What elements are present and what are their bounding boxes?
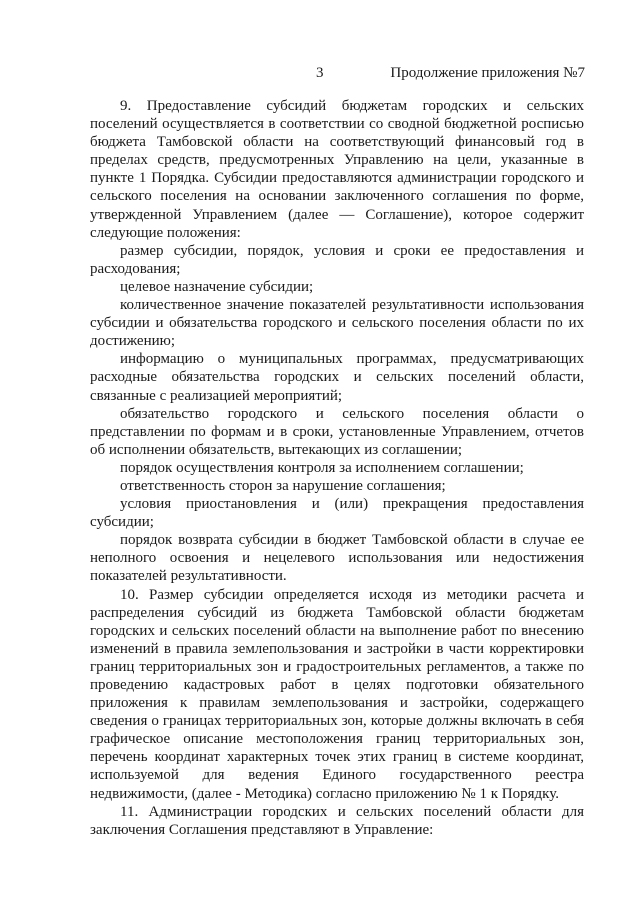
list-item: информацию о муниципальных программах, предусматривающих расходные обязательства городских и сельских поселений области, связанные с реализацией мероприятий; — [90, 351, 584, 404]
list-item: условия приостановления и (или) прекращения предоставления субсидии; — [90, 496, 584, 531]
list-item: размер субсидии, порядок, условия и сроки ее предоставления и расходования; — [90, 242, 584, 277]
paragraph-9: 9. Предоставление субсидий бюджетам городских и сельских поселений осуществляется в соответствии со сводной бюджетной росписью бюджета Тамбовской области на соответствующий финансовый год в пределах средств, предусмотренных Управлению на цели, указанные в пункте 1 Порядка. Субсидии предоставляются администрации городского и сельского поселения на основании заключенного соглашения по форме, утвержденной Управлением (далее — Соглашение), которое содержит следующие положения: — [90, 98, 584, 241]
list-item: количественное значение показателей результативности использования субсидии и обязательства городского и сельского поселения области по их достижению; — [90, 297, 584, 350]
continuation-header: Продолжение приложения №7 — [390, 65, 585, 81]
list-item: порядок осуществления контроля за исполнением соглашении; — [120, 459, 524, 476]
list-item: целевое назначение субсидии; — [120, 278, 314, 295]
list-item: обязательство городского и сельского поселения области о представлении по формам и в сроки, установленные Управлением, отчетов об исполнении обязательств, вытекающих из соглашении; — [90, 405, 584, 458]
document-body — [90, 97, 584, 839]
list-item: порядок возврата субсидии в бюджет Тамбовской области в случае ее неполного освоения и нецелевого использования или недостижения показателей результативности. — [90, 532, 584, 585]
paragraph-10: 10. Размер субсидии определяется исходя из методики расчета и распределения субсидий из бюджета Тамбовской области бюджетам городских и сельских поселений области на выполнение работ по внесению изменений в правила землепользования и застройки в части корректировки границ территориальных зон и градостроительных регламентов, а также по проведению кадастровых работ в целях подготовки обязательного приложения к правилам землепользования и застройки, содержащего сведения о границах территориальных зон, которые должны включать в себя графическое описание местоположения границ территориальных зон, перечень координат характерных точек этих границ в системе координат, используемой для ведения Единого государственного реестра недвижимости, (далее - Методика) согласно приложению № 1 к Порядку. — [90, 586, 584, 802]
page-number: 3 — [316, 65, 324, 81]
list-item: ответственность сторон за нарушение соглашения; — [120, 477, 446, 494]
paragraph-11: 11. Администрации городских и сельских поселений области для заключения Соглашения представляют в Управление: — [90, 803, 584, 838]
